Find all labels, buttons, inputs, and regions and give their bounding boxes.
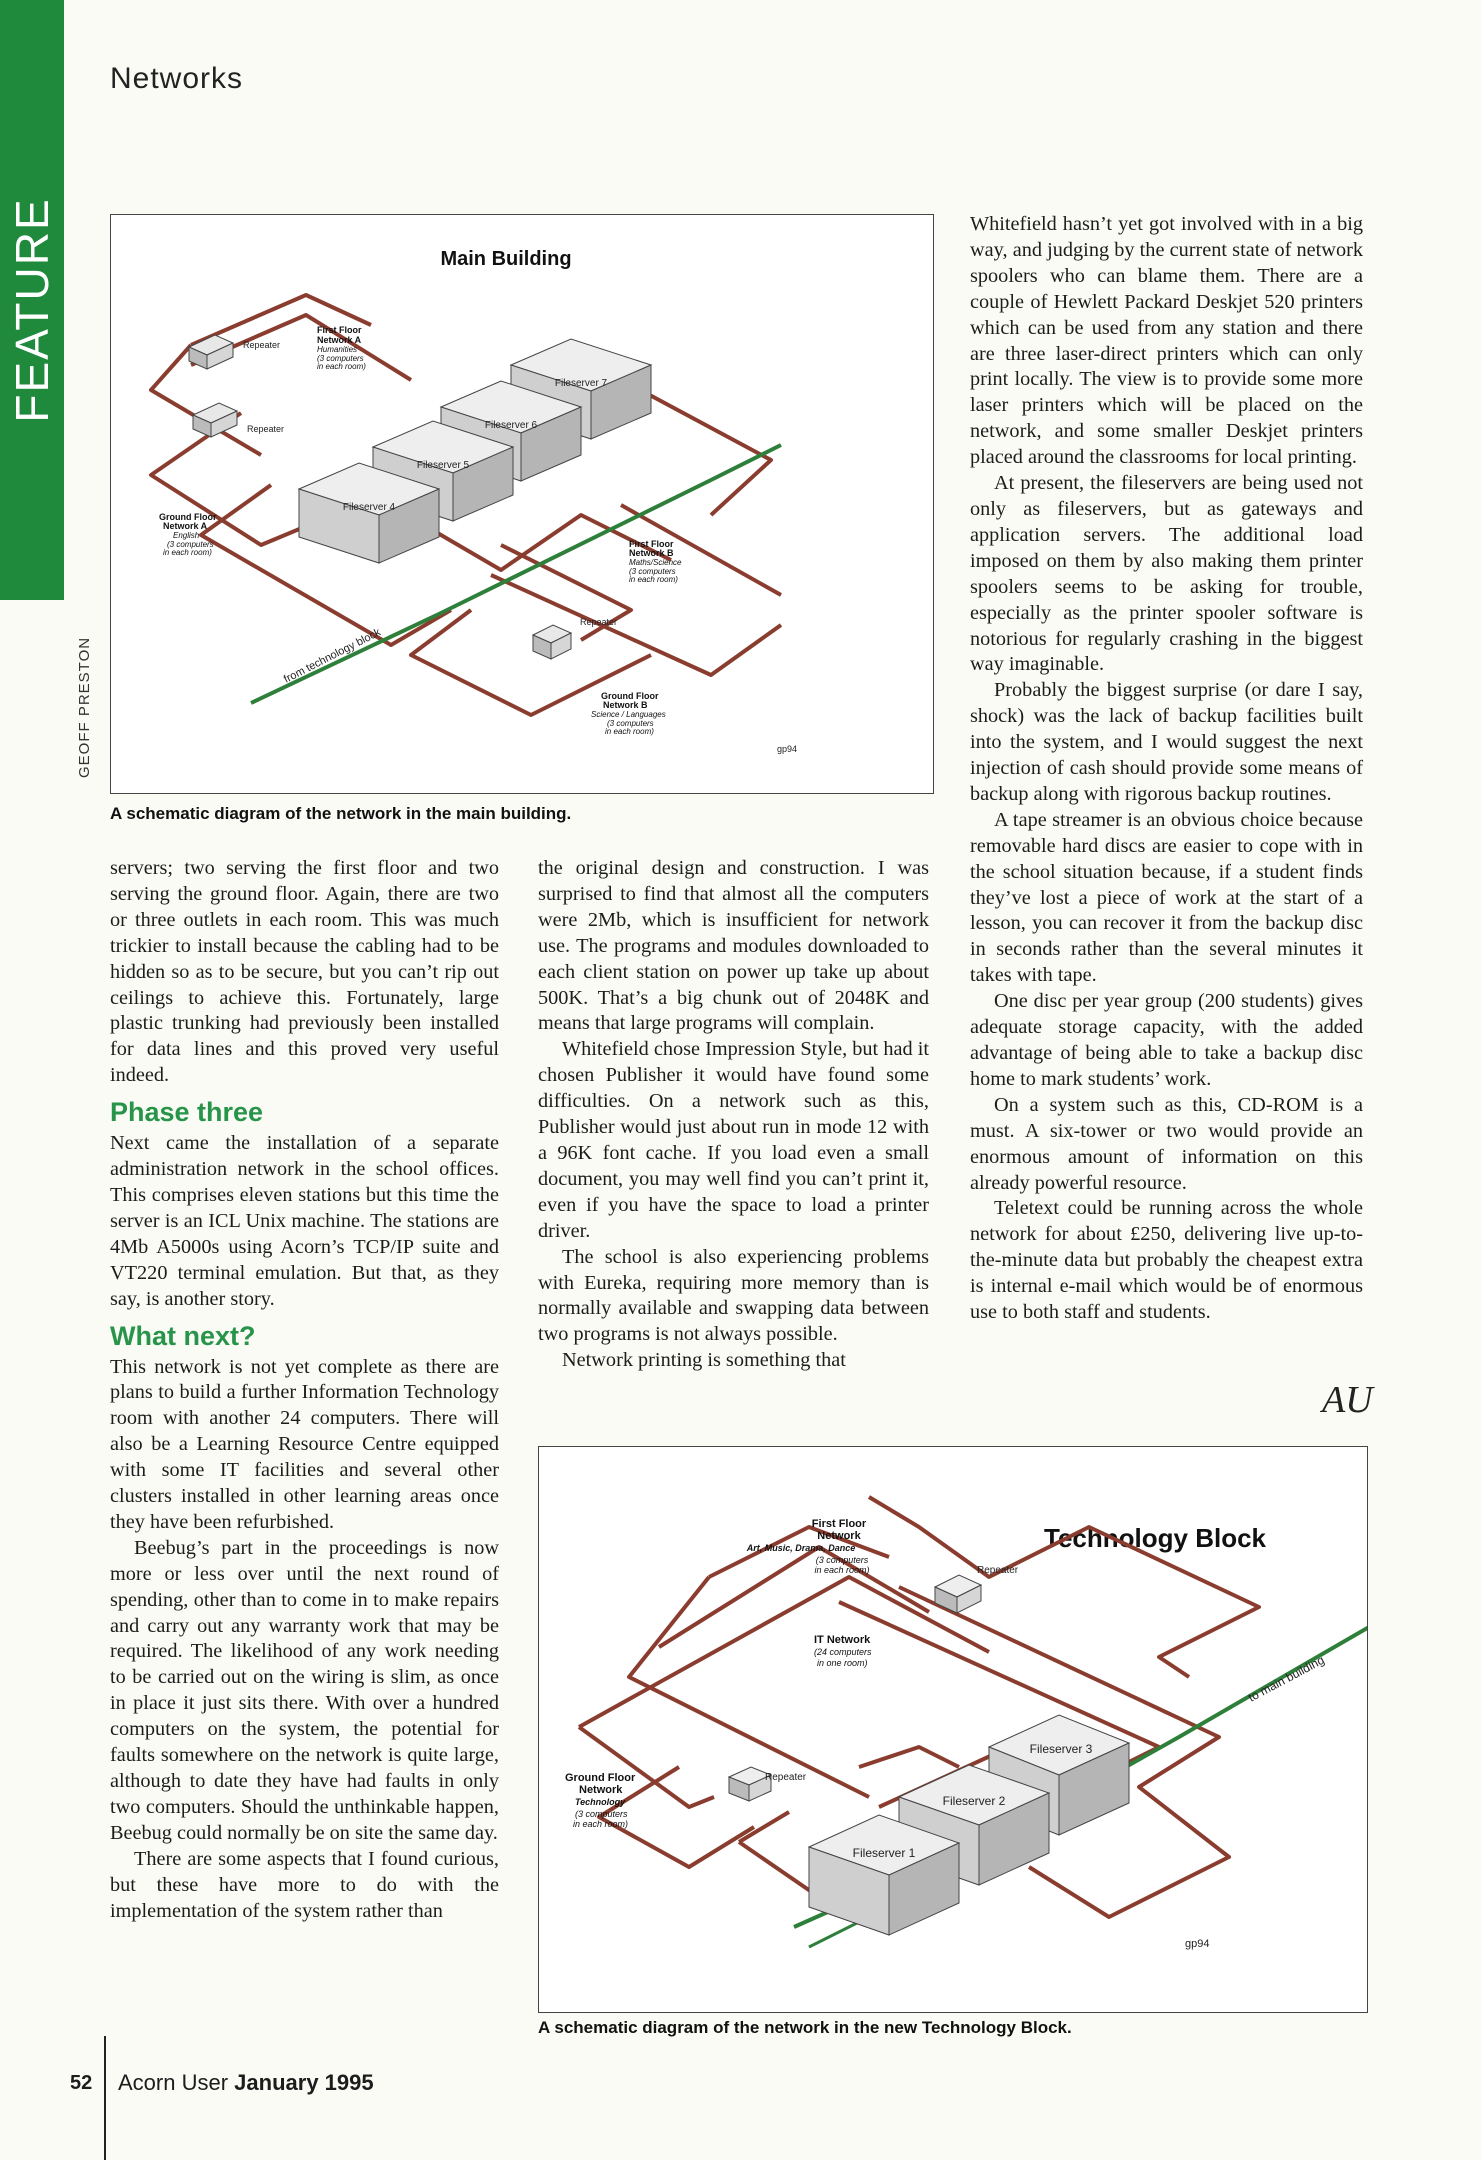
svg-text:in each room): in each room) <box>629 575 678 584</box>
svg-text:Technology: Technology <box>575 1797 626 1807</box>
repeater-label: Repeater <box>247 424 285 434</box>
repeater-label: Repeater <box>243 340 281 350</box>
page-number: 52 <box>70 2072 93 2094</box>
photo-credit: GEOFF PRESTON <box>76 636 93 778</box>
svg-text:(3 computers: (3 computers <box>815 1555 869 1565</box>
svg-text:Maths/Science: Maths/Science <box>629 558 682 567</box>
repeater-label: Repeater <box>580 617 618 627</box>
svg-text:in each room): in each room) <box>605 727 654 736</box>
paragraph: Whitefield chose Impression Style, but had it chosen Publisher it would have found some difficulties. On a network such as this, Publisher would just about run in mode 12 with a 96K font cache. If you load even a small document, you may well find you can’t print it, even if you have the space to load a printer driver. <box>538 1038 929 1242</box>
section-heading: What next? <box>110 1320 256 1351</box>
svg-text:in each room): in each room) <box>814 1565 870 1575</box>
label-ground-floor-b <box>591 691 666 736</box>
paragraph: Beebug’s part in the proceedings is now more or less over until the next round of spending, other than to come in to make repairs and carry out any warranty work that may be required. The likelihood of any work needing to be carried out on the wiring is slim, as once in place it just sits there. With over a hundred computers on the system, the potential for faults somewhere on the network is quite large, although to date they have had faults in only two computers. Should the unthinkable happen, Beebug could normally be on site the same day. <box>110 1536 499 1844</box>
paragraph: At present, the fileservers are being used not only as fileservers, but as gateways and application servers. The additional load imposed on them by also making them printer spoolers seems to be asking for trouble, especially as the printer spooler software is notorious for regularly crashing in the biggest way imaginable. <box>970 472 1363 676</box>
svg-text:Network A: Network A <box>163 521 208 531</box>
repeater-label: Repeater <box>977 1565 1019 1576</box>
paragraph: This network is not yet complete as there are plans to build a further Information Technology room with another 24 computers. There will also be a Learning Resource Centre equipped with some IT facilities and several other clusters installed in other learning areas once they have been refurbished. <box>110 1355 499 1533</box>
article-column-2 <box>538 856 929 1374</box>
tech-repeater-2 <box>729 1767 807 1801</box>
section-title: Networks <box>110 62 244 95</box>
svg-text:First Floor: First Floor <box>317 325 362 335</box>
repeater-2 <box>193 403 284 437</box>
main-figure-title: Main Building <box>440 248 572 270</box>
paragraph: the original design and construction. I was surprised to find that almost all the computers were 2Mb, which is insufficient for network use. The programs and modules downloaded to each client station on power up take up about 500K. That’s a big chunk out of 2048K and means that large programs will complain. <box>538 857 929 1035</box>
magazine-name: Acorn User <box>118 2070 229 2095</box>
paragraph: Whitefield hasn’t yet got involved with in a big way, and judging by the current state of network spoolers who can blame them. There are a couple of Hewlett Packard Deskjet 520 printers which can be used from any station and there are three laser-direct printers which can only print locally. The view is to provide some more laser printers which will be placed on the network, and some smaller Deskjet printers placed around the classrooms for local printing. <box>970 213 1363 469</box>
paragraph: The school is also experiencing problems with Eureka, requiring more memory than is normally available and swapping data between two programs is not always possible. <box>538 1245 929 1346</box>
svg-text:English: English <box>173 531 200 540</box>
feature-label: FEATURE <box>6 197 58 423</box>
svg-text:in each room): in each room) <box>317 362 366 371</box>
fileserver-label: Fileserver 4 <box>342 502 396 513</box>
svg-text:(3 computers: (3 computers <box>167 540 214 549</box>
label-first-floor-b <box>629 539 682 584</box>
paragraph: Network printing is something that <box>562 1349 846 1372</box>
fileserver-label: Fileserver 3 <box>1029 1742 1093 1756</box>
svg-text:IT Network: IT Network <box>814 1634 871 1646</box>
magazine-footer <box>118 2070 374 2096</box>
svg-text:(3 computers: (3 computers <box>629 567 676 576</box>
main-figure-code: gp94 <box>777 744 798 754</box>
main-link-label: from technology block <box>281 626 383 686</box>
footer-rule <box>104 2036 106 2160</box>
tech-repeater-1 <box>935 1565 1019 1613</box>
paragraph: Teletext could be running across the whole network for about £250, delivering live up-to-the-minute data but probably the cheapest extra is internal e-mail which would be of enormous use to both staff and students. <box>970 1197 1363 1324</box>
feature-bar <box>0 0 64 600</box>
svg-text:Ground Floor: Ground Floor <box>601 691 659 701</box>
svg-text:in each room): in each room) <box>163 548 212 557</box>
fileserver-label: Fileserver 5 <box>416 460 470 471</box>
main-building-diagram <box>111 215 933 793</box>
label-tech-it-network <box>814 1634 872 1668</box>
repeater-3 <box>533 617 617 659</box>
paragraph: A tape streamer is an obvious choice because removable hard discs are easier to cope with in the school situation because, if a student finds they’ve lost a piece of work at the start of a lesson, you can recover it from the backup disc in seconds rather than the several minutes it takes with tape. <box>970 808 1363 987</box>
svg-text:Humanities: Humanities <box>317 345 358 354</box>
svg-text:First Floor: First Floor <box>811 1518 867 1530</box>
svg-text:in one room): in one room) <box>817 1658 868 1668</box>
svg-text:(3 computers: (3 computers <box>607 719 654 728</box>
technology-block-diagram <box>539 1447 1367 2012</box>
article-column-1 <box>110 856 499 1924</box>
label-ground-floor-a <box>159 512 217 557</box>
tech-figure-title: Technology Block <box>1044 1523 1266 1553</box>
svg-text:(24 computers: (24 computers <box>814 1647 872 1657</box>
section-heading: Phase three <box>110 1097 264 1128</box>
figure-technology-block <box>538 1446 1368 2013</box>
svg-text:Network A: Network A <box>317 335 362 345</box>
paragraph: One disc per year group (200 students) gives adequate storage capacity, with the added advantage of being able to take a backup disc home to mark students’ work. <box>970 990 1363 1090</box>
figure-main-building <box>110 214 934 794</box>
svg-text:Science / Languages: Science / Languages <box>591 710 666 719</box>
paragraph: There are some aspects that I found curious, but these have more to do with the implementation of the system rather than <box>110 1847 499 1922</box>
svg-text:First Floor: First Floor <box>629 539 674 549</box>
repeater-label: Repeater <box>765 1772 807 1783</box>
fileserver-label: Fileserver 1 <box>852 1846 916 1860</box>
svg-text:Ground Floor: Ground Floor <box>565 1772 636 1784</box>
paragraph: Probably the biggest surprise (or dare I say, shock) was the lack of backup facilities built into the system, and I would suggest the next injection of cash should provide some means of backup along with rigorous backup routines. <box>970 679 1363 805</box>
svg-text:Network B: Network B <box>629 548 674 558</box>
tech-figure-caption: A schematic diagram of the network in the new Technology Block. <box>538 2018 1072 2037</box>
svg-text:Network B: Network B <box>603 700 648 710</box>
svg-text:in each room): in each room) <box>573 1819 629 1829</box>
fileserver-label: Fileserver 6 <box>484 420 538 431</box>
fileserver-label: Fileserver 7 <box>554 378 608 389</box>
svg-text:Ground Floor: Ground Floor <box>159 512 217 522</box>
main-figure-caption: A schematic diagram of the network in the main building. <box>110 804 572 823</box>
svg-text:Network: Network <box>579 1784 623 1796</box>
svg-text:Art, Music, Drama, Dance: Art, Music, Drama, Dance <box>746 1543 856 1553</box>
paragraph: Next came the installation of a separate administration network in the school offices. This comprises eleven stations but this time the server is an ICL Unix machine. The stations are 4Mb A5000s using Acorn’s TCP/IP suite and VT220 terminal emulation. But that, as they say, is another story. <box>110 1132 499 1310</box>
paragraph: On a system such as this, CD-ROM is a must. A six-tower or two would provide an enormous amount of information on this already powerful resource. <box>970 1093 1363 1194</box>
tech-figure-code: gp94 <box>1185 1938 1210 1950</box>
svg-text:Network: Network <box>817 1530 861 1542</box>
svg-text:(3 computers: (3 computers <box>317 354 364 363</box>
issue-date: January 1995 <box>234 2070 374 2095</box>
paragraph: servers; two serving the first floor and two serving the ground floor. Again, there are two or three outlets in each room. This was much trickier to install because the cabling had to be hidden so as to be secure, but you can’t rip out ceilings to achieve this. Fortunately, large plastic trunking had previously been installed for data lines and this proved very useful indeed. <box>110 857 499 1087</box>
article-column-3 <box>970 212 1363 1326</box>
tech-link-label: to main building <box>1245 1652 1327 1705</box>
fileserver-label: Fileserver 2 <box>942 1794 1006 1808</box>
end-mark: AU <box>1322 1379 1373 1421</box>
svg-text:(3 computers: (3 computers <box>575 1809 628 1819</box>
